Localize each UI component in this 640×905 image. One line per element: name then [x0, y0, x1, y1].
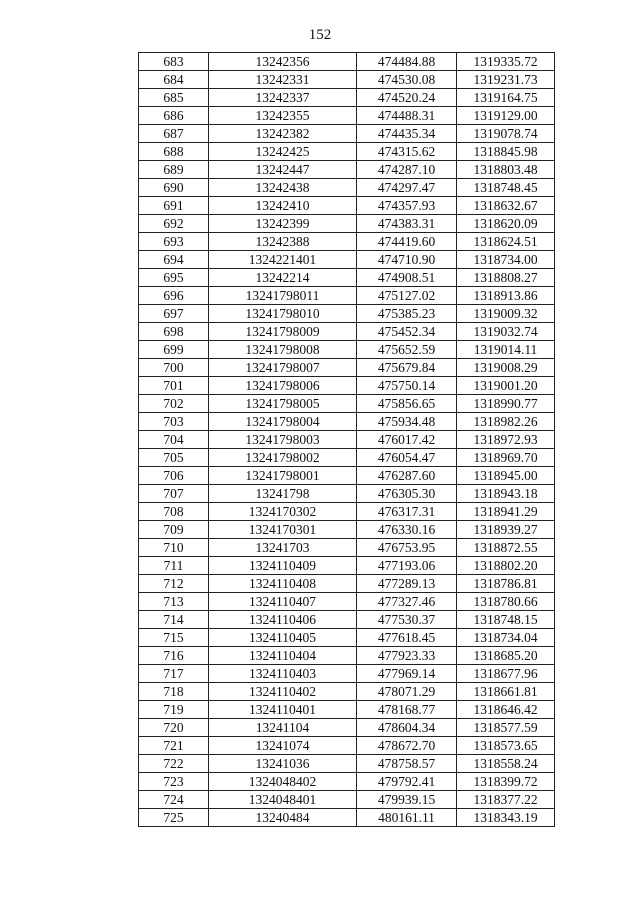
x-coordinate-cell: 474383.31 — [357, 215, 457, 233]
point-number-cell: 698 — [139, 323, 209, 341]
point-number-cell: 718 — [139, 683, 209, 701]
point-code-cell: 13242425 — [209, 143, 357, 161]
point-code-cell: 13241798010 — [209, 305, 357, 323]
y-coordinate-cell: 1319335.72 — [457, 53, 555, 71]
point-number-cell: 699 — [139, 341, 209, 359]
y-coordinate-cell: 1318982.26 — [457, 413, 555, 431]
point-number-cell: 710 — [139, 539, 209, 557]
table-row — [139, 287, 555, 305]
x-coordinate-cell: 475856.65 — [357, 395, 457, 413]
point-code-cell: 1324110403 — [209, 665, 357, 683]
x-coordinate-cell: 477530.37 — [357, 611, 457, 629]
y-coordinate-cell: 1318734.00 — [457, 251, 555, 269]
y-coordinate-cell: 1318786.81 — [457, 575, 555, 593]
table-row — [139, 773, 555, 791]
x-coordinate-cell: 475385.23 — [357, 305, 457, 323]
point-number-cell: 722 — [139, 755, 209, 773]
x-coordinate-cell: 475452.34 — [357, 323, 457, 341]
table-row — [139, 413, 555, 431]
x-coordinate-cell: 474530.08 — [357, 71, 457, 89]
x-coordinate-cell: 474287.10 — [357, 161, 457, 179]
x-coordinate-cell: 474908.51 — [357, 269, 457, 287]
x-coordinate-cell: 474435.34 — [357, 125, 457, 143]
point-code-cell: 13241074 — [209, 737, 357, 755]
point-code-cell: 13241798003 — [209, 431, 357, 449]
y-coordinate-cell: 1318632.67 — [457, 197, 555, 215]
x-coordinate-cell: 477923.33 — [357, 647, 457, 665]
point-number-cell: 725 — [139, 809, 209, 827]
point-number-cell: 691 — [139, 197, 209, 215]
point-number-cell: 715 — [139, 629, 209, 647]
y-coordinate-cell: 1319129.00 — [457, 107, 555, 125]
point-code-cell: 13241798001 — [209, 467, 357, 485]
x-coordinate-cell: 478604.34 — [357, 719, 457, 737]
y-coordinate-cell: 1319001.20 — [457, 377, 555, 395]
y-coordinate-cell: 1318780.66 — [457, 593, 555, 611]
x-coordinate-cell: 474419.60 — [357, 233, 457, 251]
table-row — [139, 701, 555, 719]
table-row — [139, 665, 555, 683]
table-row — [139, 503, 555, 521]
point-number-cell: 701 — [139, 377, 209, 395]
point-code-cell: 13241798006 — [209, 377, 357, 395]
table-row — [139, 485, 555, 503]
x-coordinate-cell: 475934.48 — [357, 413, 457, 431]
y-coordinate-cell: 1319008.29 — [457, 359, 555, 377]
point-code-cell: 13242331 — [209, 71, 357, 89]
y-coordinate-cell: 1318661.81 — [457, 683, 555, 701]
point-number-cell: 688 — [139, 143, 209, 161]
point-number-cell: 713 — [139, 593, 209, 611]
x-coordinate-cell: 475679.84 — [357, 359, 457, 377]
point-code-cell: 13241703 — [209, 539, 357, 557]
page-number: 152 — [308, 27, 332, 43]
point-number-cell: 706 — [139, 467, 209, 485]
x-coordinate-cell: 474315.62 — [357, 143, 457, 161]
point-number-cell: 714 — [139, 611, 209, 629]
table-row — [139, 143, 555, 161]
table-row — [139, 575, 555, 593]
point-code-cell: 13242447 — [209, 161, 357, 179]
y-coordinate-cell: 1318646.42 — [457, 701, 555, 719]
point-number-cell: 697 — [139, 305, 209, 323]
y-coordinate-cell: 1318941.29 — [457, 503, 555, 521]
point-code-cell: 13241104 — [209, 719, 357, 737]
y-coordinate-cell: 1318913.86 — [457, 287, 555, 305]
table-row — [139, 683, 555, 701]
x-coordinate-cell: 474297.47 — [357, 179, 457, 197]
table-row — [139, 323, 555, 341]
point-number-cell: 705 — [139, 449, 209, 467]
point-number-cell: 704 — [139, 431, 209, 449]
x-coordinate-cell: 476017.42 — [357, 431, 457, 449]
table-row — [139, 71, 555, 89]
table-row — [139, 269, 555, 287]
x-coordinate-cell: 478758.57 — [357, 755, 457, 773]
point-number-cell: 700 — [139, 359, 209, 377]
point-number-cell: 694 — [139, 251, 209, 269]
point-code-cell: 1324110401 — [209, 701, 357, 719]
point-number-cell: 716 — [139, 647, 209, 665]
y-coordinate-cell: 1318734.04 — [457, 629, 555, 647]
x-coordinate-cell: 474488.31 — [357, 107, 457, 125]
point-number-cell: 689 — [139, 161, 209, 179]
y-coordinate-cell: 1318939.27 — [457, 521, 555, 539]
x-coordinate-cell: 478672.70 — [357, 737, 457, 755]
y-coordinate-cell: 1318620.09 — [457, 215, 555, 233]
y-coordinate-cell: 1319009.32 — [457, 305, 555, 323]
y-coordinate-cell: 1318845.98 — [457, 143, 555, 161]
table-row — [139, 755, 555, 773]
x-coordinate-cell: 474357.93 — [357, 197, 457, 215]
x-coordinate-cell: 477969.14 — [357, 665, 457, 683]
table-row — [139, 449, 555, 467]
table-row — [139, 377, 555, 395]
point-code-cell: 1324110402 — [209, 683, 357, 701]
x-coordinate-cell: 475127.02 — [357, 287, 457, 305]
table-row — [139, 521, 555, 539]
x-coordinate-cell: 477327.46 — [357, 593, 457, 611]
y-coordinate-cell: 1318677.96 — [457, 665, 555, 683]
point-code-cell: 13241798008 — [209, 341, 357, 359]
point-code-cell: 1324170301 — [209, 521, 357, 539]
point-number-cell: 711 — [139, 557, 209, 575]
table-row — [139, 251, 555, 269]
table-row — [139, 341, 555, 359]
point-number-cell: 724 — [139, 791, 209, 809]
table-row — [139, 539, 555, 557]
point-code-cell: 13242214 — [209, 269, 357, 287]
point-code-cell: 13241798009 — [209, 323, 357, 341]
coordinates-table — [138, 52, 555, 827]
x-coordinate-cell: 476305.30 — [357, 485, 457, 503]
point-number-cell: 696 — [139, 287, 209, 305]
table-row — [139, 809, 555, 827]
y-coordinate-cell: 1318990.77 — [457, 395, 555, 413]
table-row — [139, 107, 555, 125]
table-row — [139, 179, 555, 197]
table-row — [139, 593, 555, 611]
point-number-cell: 702 — [139, 395, 209, 413]
point-number-cell: 692 — [139, 215, 209, 233]
table-row — [139, 611, 555, 629]
point-code-cell: 13241036 — [209, 755, 357, 773]
point-number-cell: 721 — [139, 737, 209, 755]
x-coordinate-cell: 476287.60 — [357, 467, 457, 485]
y-coordinate-cell: 1318343.19 — [457, 809, 555, 827]
y-coordinate-cell: 1319078.74 — [457, 125, 555, 143]
point-code-cell: 1324170302 — [209, 503, 357, 521]
table-row — [139, 89, 555, 107]
table-row — [139, 53, 555, 71]
y-coordinate-cell: 1318969.70 — [457, 449, 555, 467]
table-row — [139, 197, 555, 215]
table-row — [139, 395, 555, 413]
x-coordinate-cell: 477193.06 — [357, 557, 457, 575]
point-code-cell: 13242438 — [209, 179, 357, 197]
point-number-cell: 707 — [139, 485, 209, 503]
point-code-cell: 13241798011 — [209, 287, 357, 305]
x-coordinate-cell: 479939.15 — [357, 791, 457, 809]
point-code-cell: 1324110409 — [209, 557, 357, 575]
point-code-cell: 13242399 — [209, 215, 357, 233]
point-code-cell: 1324110408 — [209, 575, 357, 593]
point-code-cell: 13242382 — [209, 125, 357, 143]
x-coordinate-cell: 478071.29 — [357, 683, 457, 701]
table-row — [139, 305, 555, 323]
point-number-cell: 683 — [139, 53, 209, 71]
point-number-cell: 690 — [139, 179, 209, 197]
x-coordinate-cell: 477289.13 — [357, 575, 457, 593]
point-number-cell: 709 — [139, 521, 209, 539]
x-coordinate-cell: 478168.77 — [357, 701, 457, 719]
point-number-cell: 712 — [139, 575, 209, 593]
x-coordinate-cell: 480161.11 — [357, 809, 457, 827]
point-code-cell: 13241798 — [209, 485, 357, 503]
y-coordinate-cell: 1318808.27 — [457, 269, 555, 287]
point-code-cell: 13242356 — [209, 53, 357, 71]
y-coordinate-cell: 1319231.73 — [457, 71, 555, 89]
point-number-cell: 693 — [139, 233, 209, 251]
x-coordinate-cell: 476753.95 — [357, 539, 457, 557]
table-row — [139, 737, 555, 755]
point-code-cell: 1324048401 — [209, 791, 357, 809]
y-coordinate-cell: 1318945.00 — [457, 467, 555, 485]
point-code-cell: 1324110407 — [209, 593, 357, 611]
table-row — [139, 233, 555, 251]
point-number-cell: 684 — [139, 71, 209, 89]
x-coordinate-cell: 475652.59 — [357, 341, 457, 359]
table-row — [139, 629, 555, 647]
x-coordinate-cell: 474484.88 — [357, 53, 457, 71]
table-row — [139, 791, 555, 809]
y-coordinate-cell: 1319164.75 — [457, 89, 555, 107]
point-code-cell: 1324110404 — [209, 647, 357, 665]
y-coordinate-cell: 1318624.51 — [457, 233, 555, 251]
table-row — [139, 719, 555, 737]
y-coordinate-cell: 1318577.59 — [457, 719, 555, 737]
y-coordinate-cell: 1318377.22 — [457, 791, 555, 809]
point-number-cell: 717 — [139, 665, 209, 683]
x-coordinate-cell: 476317.31 — [357, 503, 457, 521]
x-coordinate-cell: 474520.24 — [357, 89, 457, 107]
table-row — [139, 557, 555, 575]
y-coordinate-cell: 1318972.93 — [457, 431, 555, 449]
point-number-cell: 686 — [139, 107, 209, 125]
table-row — [139, 647, 555, 665]
point-code-cell: 13241798007 — [209, 359, 357, 377]
point-code-cell: 13242355 — [209, 107, 357, 125]
y-coordinate-cell: 1318802.20 — [457, 557, 555, 575]
point-code-cell: 13241798004 — [209, 413, 357, 431]
point-code-cell: 1324110406 — [209, 611, 357, 629]
x-coordinate-cell: 479792.41 — [357, 773, 457, 791]
point-number-cell: 719 — [139, 701, 209, 719]
x-coordinate-cell: 476330.16 — [357, 521, 457, 539]
y-coordinate-cell: 1318558.24 — [457, 755, 555, 773]
x-coordinate-cell: 476054.47 — [357, 449, 457, 467]
y-coordinate-cell: 1318872.55 — [457, 539, 555, 557]
point-code-cell: 1324048402 — [209, 773, 357, 791]
x-coordinate-cell: 474710.90 — [357, 251, 457, 269]
point-code-cell: 1324110405 — [209, 629, 357, 647]
point-number-cell: 708 — [139, 503, 209, 521]
x-coordinate-cell: 475750.14 — [357, 377, 457, 395]
table-row — [139, 467, 555, 485]
point-number-cell: 687 — [139, 125, 209, 143]
table-body — [139, 53, 555, 827]
y-coordinate-cell: 1318803.48 — [457, 161, 555, 179]
point-code-cell: 13241798005 — [209, 395, 357, 413]
point-code-cell: 13240484 — [209, 809, 357, 827]
point-code-cell: 1324221401 — [209, 251, 357, 269]
table-row — [139, 161, 555, 179]
y-coordinate-cell: 1318748.45 — [457, 179, 555, 197]
point-number-cell: 723 — [139, 773, 209, 791]
y-coordinate-cell: 1318685.20 — [457, 647, 555, 665]
y-coordinate-cell: 1318573.65 — [457, 737, 555, 755]
y-coordinate-cell: 1318943.18 — [457, 485, 555, 503]
y-coordinate-cell: 1319032.74 — [457, 323, 555, 341]
point-number-cell: 685 — [139, 89, 209, 107]
point-code-cell: 13242337 — [209, 89, 357, 107]
point-number-cell: 703 — [139, 413, 209, 431]
table-row — [139, 215, 555, 233]
y-coordinate-cell: 1318748.15 — [457, 611, 555, 629]
table-row — [139, 125, 555, 143]
point-code-cell: 13242410 — [209, 197, 357, 215]
point-code-cell: 13242388 — [209, 233, 357, 251]
x-coordinate-cell: 477618.45 — [357, 629, 457, 647]
point-number-cell: 695 — [139, 269, 209, 287]
y-coordinate-cell: 1319014.11 — [457, 341, 555, 359]
table-row — [139, 431, 555, 449]
table-row — [139, 359, 555, 377]
y-coordinate-cell: 1318399.72 — [457, 773, 555, 791]
point-code-cell: 13241798002 — [209, 449, 357, 467]
point-number-cell: 720 — [139, 719, 209, 737]
